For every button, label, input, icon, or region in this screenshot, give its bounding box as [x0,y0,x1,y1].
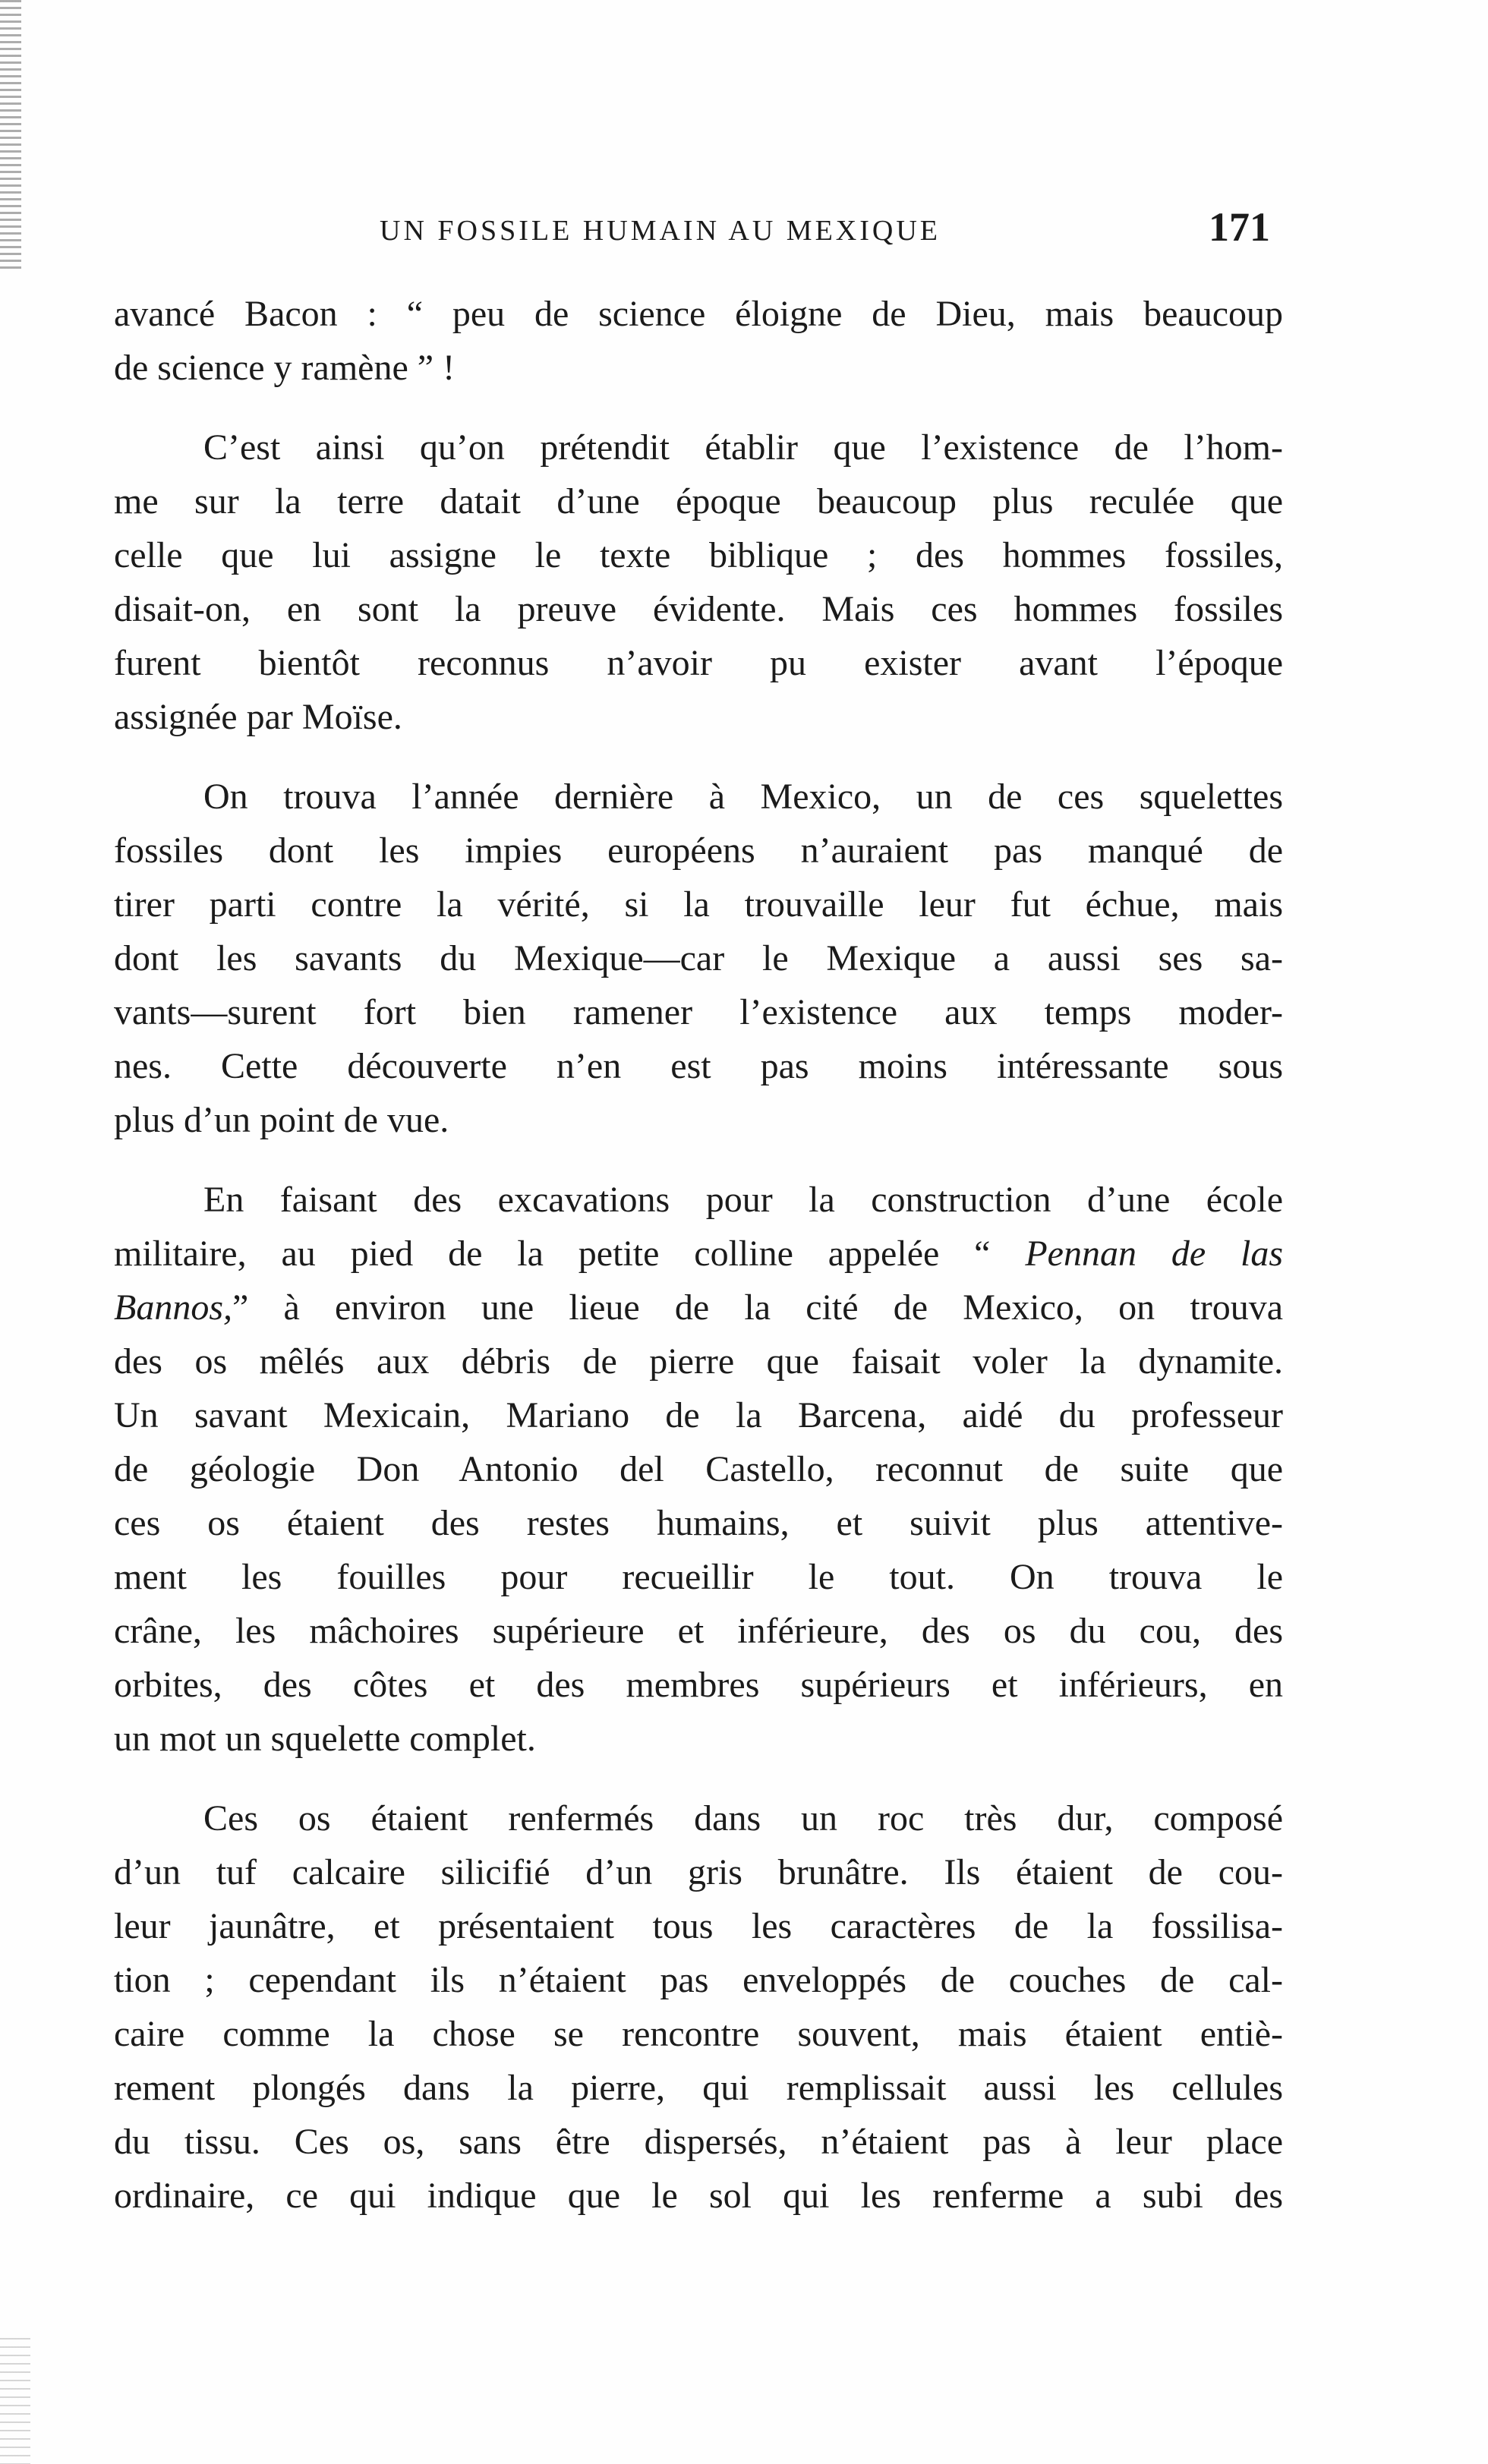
text-line: ordinaire, ce qui indique que le sol qui les renferme a subi des [114,2176,1283,2216]
text-line: disait-on, en sont la preuve évidente. Mais ces hommes fossiles [114,589,1283,629]
text-line: En faisant des excavations pour la construction d’une école [203,1180,1283,1220]
text-line-mixed [114,1227,1283,1281]
text-line: tion ; cependant ils n’étaient pas enveloppés de couches de cal- [114,1960,1283,2000]
text-line: leur jaunâtre, et présentaient tous les caractères de la fossilisa- [114,1906,1283,1946]
italic-place-name: Bannos, [114,1287,232,1328]
text-line: crâne, les mâchoires supérieure et inférieure, des os du cou, des [114,1611,1283,1651]
text-line: assignée par Moïse. [114,697,402,737]
paragraph-3 [114,770,1283,1147]
text-line: On trouva l’année dernière à Mexico, un de ces squelettes [203,777,1283,817]
text-line: nes. Cette découverte n’en est pas moins intéressante sous [114,1046,1283,1086]
text-line: un mot un squelette complet. [114,1719,536,1759]
text-line: de science y ramène ” ! [114,348,456,388]
text-line: C’est ainsi qu’on prétendit établir que l’existence de l’hom- [203,427,1283,468]
text-line: celle que lui assigne le texte biblique ; des hommes fossiles, [114,535,1283,575]
text-line: tirer parti contre la vérité, si la trouvaille leur fut échue, mais [114,884,1283,925]
page-header [380,203,1291,264]
text-line: rement plongés dans la pierre, qui remplissait aussi les cellules [114,2068,1283,2108]
text-line: d’un tuf calcaire silicifié d’un gris brunâtre. Ils étaient de cou- [114,1852,1283,1892]
text-line: du tissu. Ces os, sans être dispersés, n’étaient pas à leur place [114,2122,1283,2162]
scan-edge-noise-bottom [0,2338,30,2464]
scan-edge-noise [0,0,21,273]
text-line: caire comme la chose se rencontre souvent, mais étaient entiè- [114,2014,1283,2054]
paragraph-5 [114,1791,1283,2223]
text-line: Ces os étaient renfermés dans un roc très dur, composé [203,1798,1283,1839]
page-number: 171 [1209,204,1270,250]
text-line: des os mêlés aux débris de pierre que faisait voler la dynamite. [114,1341,1283,1382]
text-line-mixed [114,1281,1283,1334]
text-line: de géologie Don Antonio del Castello, reconnut de suite que [114,1449,1283,1489]
running-title: UN FOSSILE HUMAIN AU MEXIQUE [380,215,941,247]
text-line: dont les savants du Mexique—car le Mexique a aussi ses sa- [114,938,1283,978]
text-line: ment les fouilles pour recueillir le tout. On trouva le [114,1557,1283,1597]
text-run: militaire, au pied de la petite colline appelée “ [114,1234,1026,1274]
text-line: orbites, des côtes et des membres supérieurs et inférieurs, en [114,1665,1283,1705]
text-line: Un savant Mexicain, Mariano de la Barcena, aidé du professeur [114,1395,1283,1435]
text-run: ” à environ une lieue de la cité de Mexico, on trouva [232,1287,1283,1328]
paragraph-2 [114,421,1283,744]
text-line: furent bientôt reconnus n’avoir pu exister avant l’époque [114,643,1283,683]
text-line: plus d’un point de vue. [114,1100,449,1140]
paragraph-1 [114,287,1283,395]
italic-place-name: Pennan de las [1025,1234,1283,1274]
text-line: me sur la terre datait d’une époque beaucoup plus reculée que [114,481,1283,521]
paragraph-4 [114,1173,1283,1766]
text-line: ces os étaient des restes humains, et suivit plus attentive- [114,1503,1283,1543]
text-line: fossiles dont les impies européens n’auraient pas manqué de [114,830,1283,871]
text-line: avancé Bacon : “ peu de science éloigne de Dieu, mais beaucoup [114,294,1283,334]
text-line: vants—surent fort bien ramener l’existence aux temps moder- [114,992,1283,1032]
body-text [114,287,1283,2248]
